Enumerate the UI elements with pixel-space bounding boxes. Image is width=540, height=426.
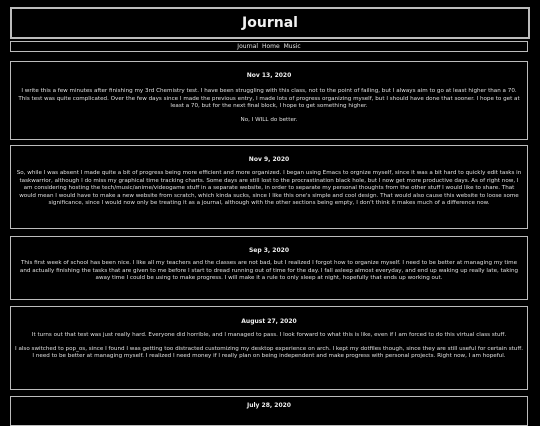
journal-entry	[10, 236, 528, 300]
entry-paragraph: So, while I was absent I made quite a bit of progress being more efficient and more organized. I began using Emacs to orgnize myself, since it was a bit hard to quickly edit tasks in taskwarrior, although I do miss my graphical time tracking charts. Some days are still lost to the procrastination black hole, but I now get more productive days. As of right now, I am considering hosting the tech/music/anime/videogame stuff in a separate website, in order to separate my personal thoughts from the other stuff I would like to share. That would mean I would have to make a new website from scratch, which kinda sucks, since I like this one's simple and cool design. That would also cause this website to loose some significance, since I would now only be treating it as a journal, although with the other sections being empty, I don't think it makes much of a difference now.	[16, 170, 522, 206]
entry-date: July 28, 2020	[247, 402, 291, 409]
entry-paragraph: It turns out that test was just really hard. Everyone did horrible, and I managed to pass. I look forward to what this is like, even if I am forced to do this virtual class stuff.	[31, 332, 507, 338]
journal-entry	[10, 145, 528, 229]
entry-date: Nov 9, 2020	[248, 156, 290, 163]
entry-date: Nov 13, 2020	[246, 72, 292, 79]
entry-paragraph: This first week of school has been nice. I like all my teachers and the classes are not bad, but I realized I forgot how to organize myself. I need to be better at managing my time and actually finishing the tasks that are given to me before I start to dread running out of time for the day. I fall asleep almost everyday, and end up waking up really late, taking away time I could be using to make progress. I will make it a rule to only sleep at night, hopefully that ends up working out.	[19, 260, 519, 281]
site-header	[10, 7, 530, 39]
journal-entry	[10, 306, 528, 390]
entry-paragraph: I also switched to pop_os, since I found I was getting too distracted customizing my desktop experience on arch. I kept my dotfiles though, since they are still useful for certain stuff. I need to be better at managing myself. I realized I need money if I really plan on being independent and make progress with personal projects. Right now, I am hopeful.	[15, 345, 523, 359]
nav-link-music[interactable]: Music	[283, 43, 301, 50]
page-title: Journal	[242, 15, 298, 31]
entry-paragraph: No, I WILL do better.	[240, 116, 298, 123]
nav-link-journal[interactable]: Journal	[237, 43, 259, 50]
entry-date: August 27, 2020	[241, 318, 297, 325]
nav-link-home[interactable]: Home	[261, 43, 280, 50]
journal-entry	[10, 61, 528, 140]
journal-entry	[10, 396, 528, 426]
nav-bar	[10, 41, 528, 52]
entry-date: Sep 3, 2020	[248, 247, 290, 254]
entry-paragraph: I write this a few minutes after finishing my 3rd Chemistry test. I have been struggling with this class, not to the point of failing, but I always aim to go at least higher than a 70. This test was quite complicated. Over the few days since I made the previous entry, I made lots of progress organizing myself, but I should have done that sooner. I hope to get at least a 70, but for the next final block, I hope to get something higher.	[18, 88, 520, 109]
